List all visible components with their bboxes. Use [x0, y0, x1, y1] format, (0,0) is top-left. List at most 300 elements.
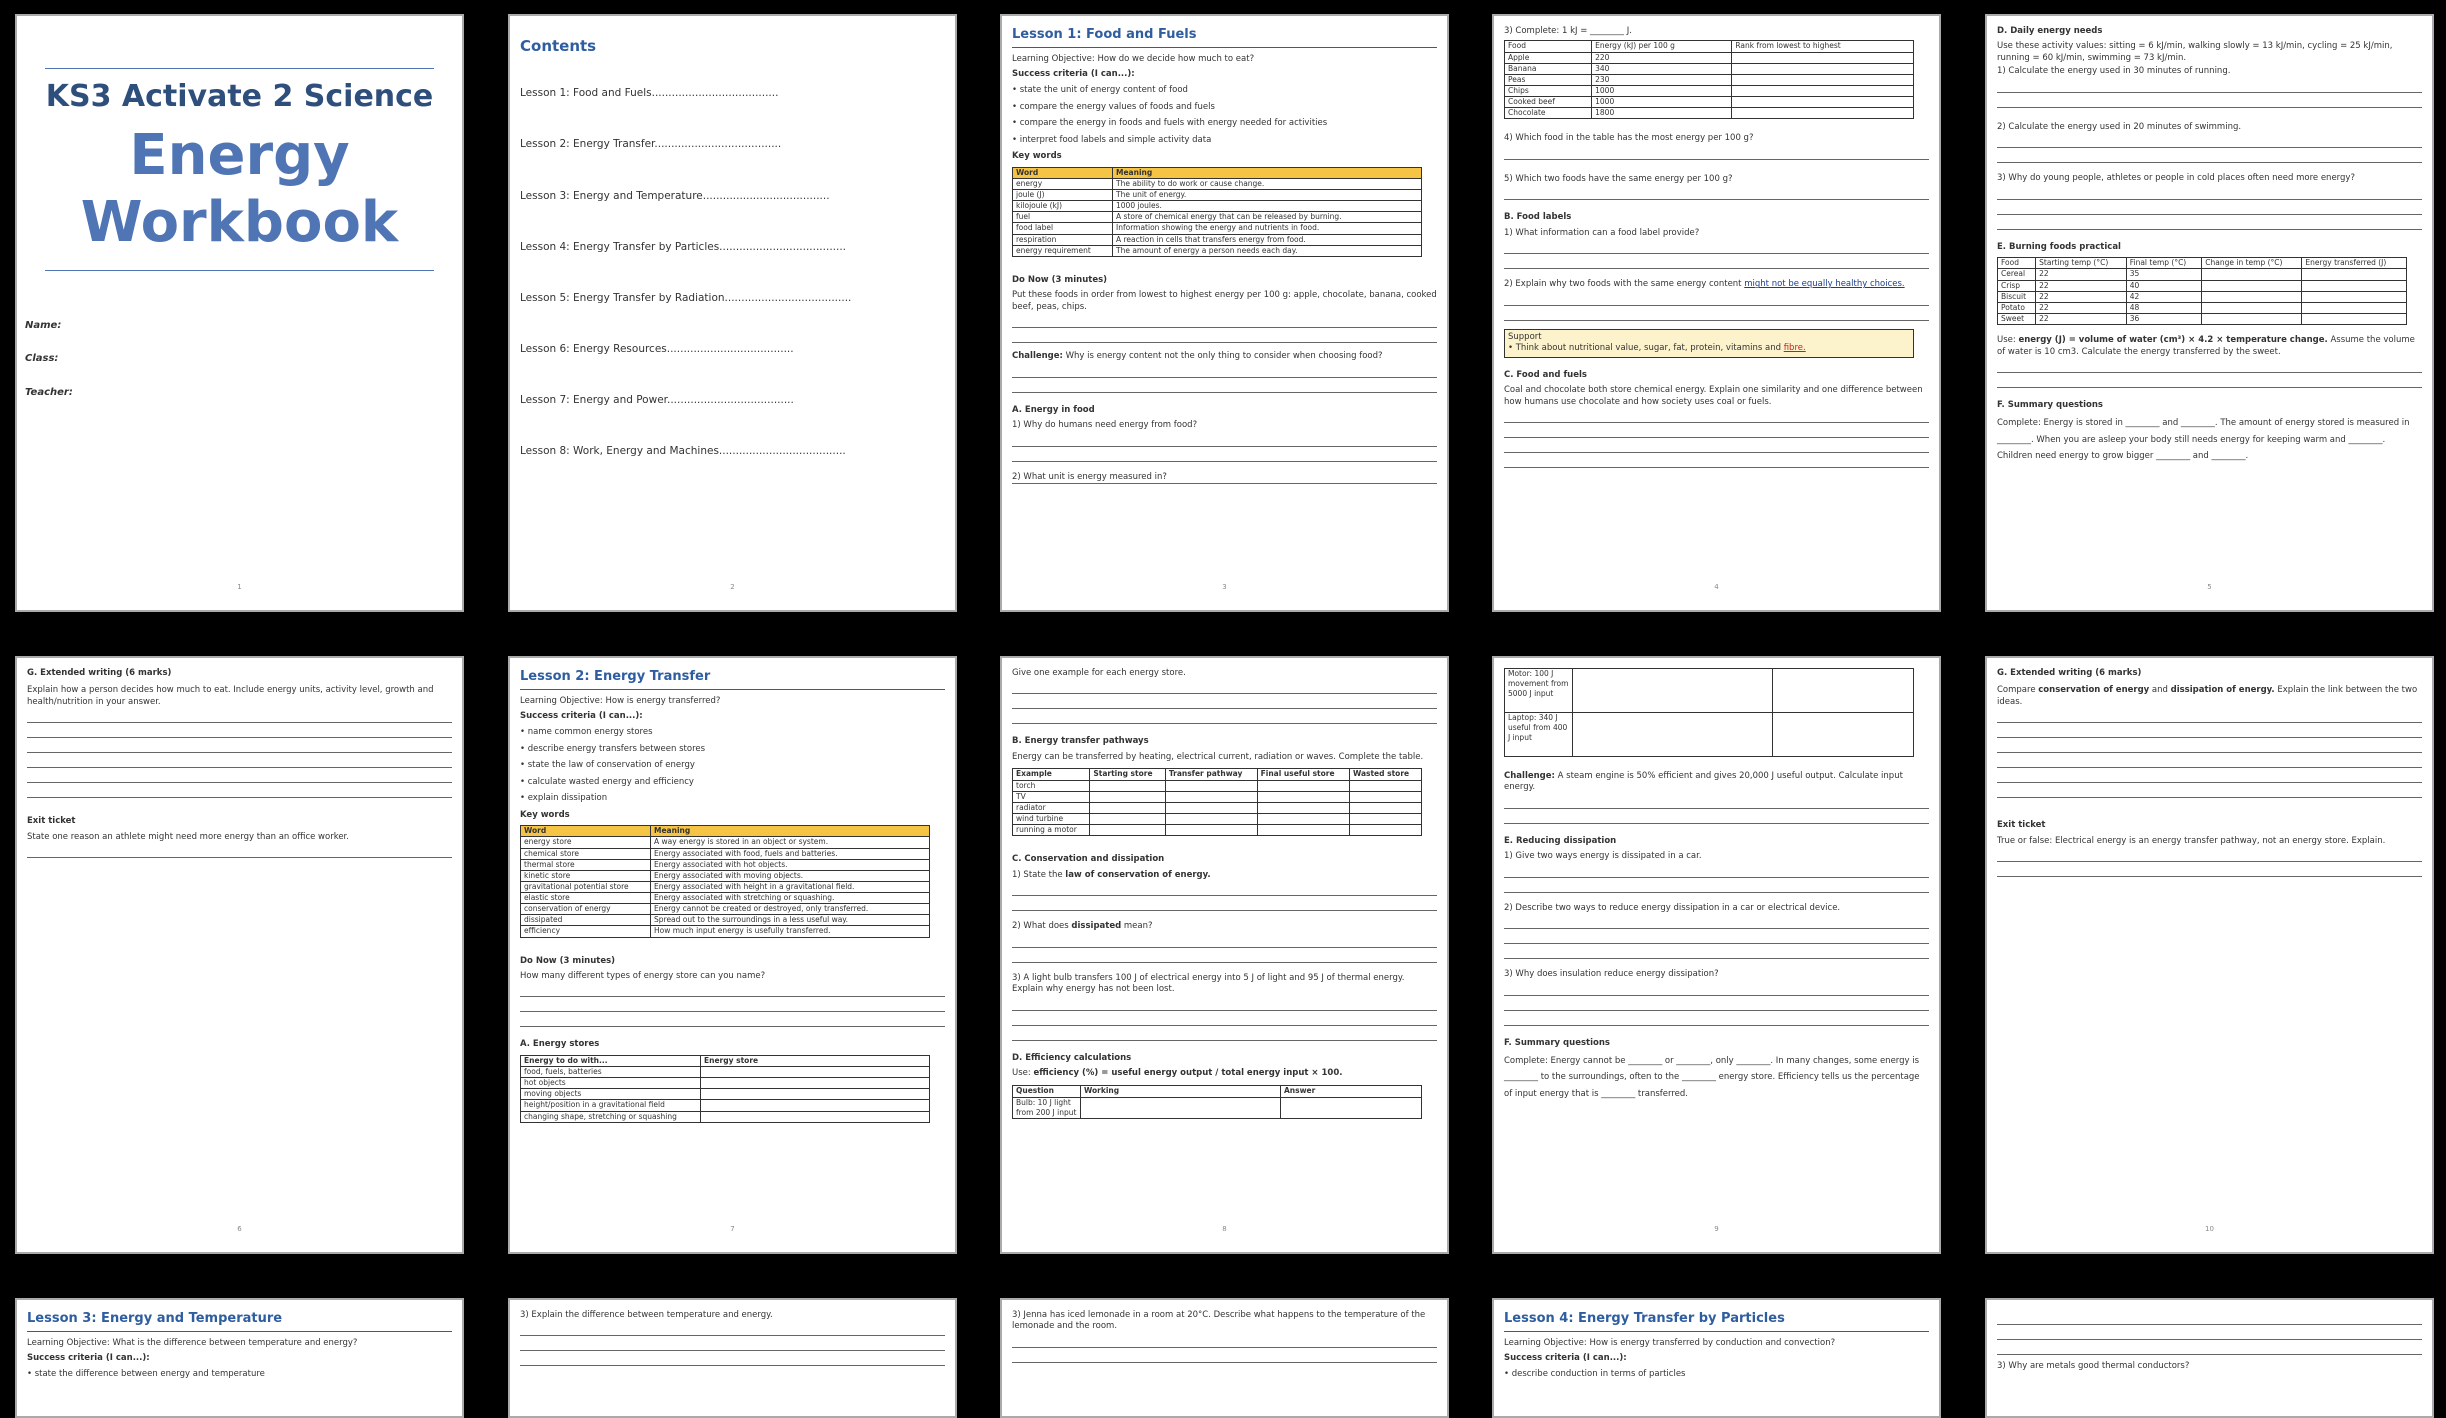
challenge-label: Challenge:: [1504, 771, 1555, 781]
question: 4) Which food in the table has the most energy per 100 g?: [1504, 133, 1754, 144]
answer-cell[interactable]: [1732, 108, 1914, 119]
answer-cell[interactable]: [1732, 63, 1914, 74]
page-lesson1-activity: [1985, 14, 2434, 612]
cell: Potato: [1998, 302, 2036, 313]
answer-line[interactable]: [1012, 378, 1437, 393]
answer-cell[interactable]: [701, 1089, 930, 1100]
section-b-heading: B. Food labels: [1504, 212, 1572, 223]
page-number: 10: [2205, 1224, 2214, 1233]
cell: Chips: [1505, 85, 1592, 96]
criteria-bullet: • calculate wasted energy and efficiency: [520, 776, 694, 787]
kw-meaning: Information showing the energy and nutrients in food.: [1113, 223, 1422, 234]
page-lesson3-questions-2: [1000, 1298, 1449, 1418]
kw-word: conservation of energy: [521, 904, 651, 915]
criteria-bullet: • state the difference between energy and temperature: [27, 1369, 265, 1380]
answer-cell[interactable]: [1349, 802, 1421, 813]
question: 2) What does: [1012, 921, 1069, 932]
table-row: [1998, 313, 2407, 324]
cell: hot objects: [521, 1078, 701, 1089]
answer-line[interactable]: [1504, 438, 1929, 453]
table-row: [521, 881, 930, 892]
contents-title: Contents: [520, 37, 597, 55]
cell: Biscuit: [1998, 291, 2036, 302]
col-final-temp: Final temp (°C): [2126, 258, 2202, 269]
cell: 40: [2126, 280, 2202, 291]
answer-cell[interactable]: [1573, 669, 1773, 713]
question: 2) Calculate the energy used in 20 minutes of swimming.: [1997, 121, 2242, 132]
kw-meaning: Energy associated with stretching or squashing.: [651, 893, 930, 904]
support-title: Support: [1508, 331, 1542, 342]
answer-line[interactable]: [1504, 185, 1929, 200]
answer-line[interactable]: [520, 997, 945, 1012]
kw-meaning: A store of chemical energy that can be released by burning.: [1113, 212, 1422, 223]
col-food: Food: [1505, 41, 1592, 52]
kw-word: food label: [1013, 223, 1113, 234]
answer-cell[interactable]: [1773, 669, 1914, 713]
answer-cell[interactable]: [1349, 813, 1421, 824]
answer-line[interactable]: [1012, 313, 1437, 328]
instruction: Assume the volume of water is 10 cm3. Calculate the energy transferred by the sweet.: [1997, 335, 2415, 357]
transfer-pathways-table: [1012, 768, 1422, 836]
table-row: [1998, 280, 2407, 291]
page-lesson2-intro: [508, 656, 957, 1254]
section-d-heading: D. Daily energy needs: [1997, 26, 2103, 36]
answer-line[interactable]: [1504, 239, 1929, 254]
answer-cell[interactable]: [2202, 313, 2302, 324]
answer-line[interactable]: [520, 982, 945, 997]
answer-line[interactable]: [1504, 944, 1929, 959]
table-row: [1013, 791, 1422, 802]
cell: Laptop: 340 J useful from 400 J input: [1505, 713, 1573, 757]
kw-meaning: A reaction in cells that transfers energy from food.: [1113, 234, 1422, 245]
criteria-bullet: • state the law of conservation of energy: [520, 760, 695, 771]
table-row: [521, 915, 930, 926]
answer-line[interactable]: [1997, 753, 2422, 768]
instruction: Use these activity values: sitting = 6 kJ/min, walking slowly = 13 kJ/min, cycling = 25 kJ/min, running = 60 kJ/min, swimming = 73 kJ/min.: [1997, 41, 2393, 63]
answer-line[interactable]: [1504, 306, 1929, 321]
contents-item[interactable]: Lesson 8: Work, Energy and Machines......................................: [520, 445, 846, 458]
cell: Chocolate: [1505, 108, 1592, 119]
answer-cell[interactable]: [1257, 802, 1349, 813]
answer-cell[interactable]: [2302, 313, 2407, 324]
col-energy-to-do-with: Energy to do with...: [521, 1055, 701, 1066]
answer-cell[interactable]: [1165, 825, 1257, 836]
do-now-heading: Do Now (3 minutes): [520, 955, 616, 966]
answer-cell[interactable]: [1257, 813, 1349, 824]
question: True or false: Electrical energy is an energy transfer pathway, not an energy store. Explain.: [1997, 835, 2386, 846]
question: 3) Jenna has iced lemonade in a room at 20°C. Describe what happens to the temperature of the lemonade and the room.: [1012, 1310, 1426, 1332]
answer-line[interactable]: [1504, 914, 1929, 929]
contents-item[interactable]: Lesson 6: Energy Resources......................................: [520, 343, 794, 356]
answer-line[interactable]: [1997, 1310, 2422, 1325]
answer-cell[interactable]: [1732, 85, 1914, 96]
answer-line[interactable]: [27, 738, 452, 753]
table-row: [521, 904, 930, 915]
answer-cell[interactable]: [2202, 280, 2302, 291]
answer-cell[interactable]: [1257, 780, 1349, 791]
answer-line[interactable]: [1012, 948, 1437, 963]
cell: changing shape, stretching or squashing: [521, 1111, 701, 1122]
page-lesson1-extended: [15, 656, 464, 1254]
formula: energy (J) = volume of water (cm³) × 4.2 × temperature change.: [2018, 335, 2328, 346]
answer-line[interactable]: [1997, 768, 2422, 783]
question-keyword: law of conservation of energy.: [1065, 869, 1211, 880]
contents-item[interactable]: Lesson 7: Energy and Power......................................: [520, 394, 794, 407]
do-now-question: Put these foods in order from lowest to highest energy per 100 g: apple, chocolate, banana, cooked beef, peas, chips.: [1012, 290, 1437, 312]
kw-word: dissipated: [521, 915, 651, 926]
lesson-title: Lesson 2: Energy Transfer: [520, 668, 945, 690]
question: 1) Calculate the energy used in 30 minutes of running.: [1997, 66, 2231, 77]
answer-line[interactable]: [1012, 1333, 1437, 1348]
page-lesson3-intro: [15, 1298, 464, 1418]
answer-cell[interactable]: [1573, 713, 1773, 757]
page-number: 1: [237, 582, 242, 591]
answer-line[interactable]: [1012, 1026, 1437, 1041]
table-row: [1013, 178, 1422, 189]
page-lesson2-extended: [1985, 656, 2434, 1254]
summary-cloze[interactable]: Complete: Energy cannot be ________ or ________, only ________. In many changes, some energy is ________ to the surroundings, often to the ________ energy store. Efficiency tells us the percentage of input energy that is ________ transferred.: [1504, 1056, 1920, 1099]
answer-line[interactable]: [1504, 996, 1929, 1011]
cell: 48: [2126, 302, 2202, 313]
page-lesson1-foods: [1492, 14, 1941, 612]
kw-col-meaning: Meaning: [651, 826, 930, 837]
question: and: [2151, 685, 2168, 696]
answer-line[interactable]: [1997, 78, 2422, 93]
answer-cell[interactable]: [1165, 780, 1257, 791]
answer-cell[interactable]: [1090, 825, 1166, 836]
section-f-heading: F. Summary questions: [1997, 399, 2103, 410]
exit-ticket-heading: Exit ticket: [27, 816, 76, 827]
answer-line[interactable]: [1997, 1340, 2422, 1355]
answer-cell[interactable]: [2202, 302, 2302, 313]
criteria-bullet: • describe conduction in terms of particles: [1504, 1369, 1686, 1380]
answer-cell[interactable]: [1349, 791, 1421, 802]
cell: 220: [1592, 52, 1732, 63]
cell: 22: [2036, 291, 2127, 302]
table-row: [1013, 813, 1422, 824]
col-answer: Answer: [1281, 1086, 1422, 1097]
answer-line[interactable]: [1504, 809, 1929, 824]
question: 3) Why are metals good thermal conductors?: [1997, 1361, 2190, 1371]
cell: TV: [1013, 791, 1090, 802]
cell: 22: [2036, 313, 2127, 324]
page-lesson4-questions: [1985, 1298, 2434, 1418]
answer-cell[interactable]: [2302, 291, 2407, 302]
summary-cloze[interactable]: Complete: Energy is stored in ________ and ________. The amount of energy stored is measured in ________. When you are asleep your body still needs energy for keeping warm and ________. Children need energy to grow bigger ________ and ________.: [1997, 418, 2410, 461]
table-row: [521, 859, 930, 870]
exit-ticket-heading: Exit ticket: [1997, 820, 2046, 831]
question: 5) Which two foods have the same energy per 100 g?: [1504, 173, 1733, 184]
answer-line[interactable]: [1504, 145, 1929, 160]
answer-cell[interactable]: [2202, 291, 2302, 302]
cell: food, fuels, batteries: [521, 1067, 701, 1078]
contents-item[interactable]: Lesson 4: Energy Transfer by Particles......................................: [520, 240, 847, 253]
answer-line[interactable]: [1997, 215, 2422, 230]
answer-line[interactable]: [1012, 679, 1437, 694]
table-row: [1998, 302, 2407, 313]
learning-objective: Learning Objective: What is the difference between temperature and energy?: [27, 1337, 358, 1348]
answer-cell[interactable]: [2202, 269, 2302, 280]
cell: 1000: [1592, 97, 1732, 108]
answer-line[interactable]: [1504, 878, 1929, 893]
kw-meaning: The unit of energy.: [1113, 190, 1422, 201]
kw-word: fuel: [1013, 212, 1113, 223]
answer-cell[interactable]: [701, 1078, 930, 1089]
answer-line[interactable]: [27, 753, 452, 768]
answer-cell[interactable]: [1081, 1097, 1281, 1118]
answer-cell[interactable]: [1257, 825, 1349, 836]
cell: Cereal: [1998, 269, 2036, 280]
energy-stores-table: [520, 1055, 930, 1123]
answer-line[interactable]: [1997, 708, 2422, 723]
cell: Cooked beef: [1505, 97, 1592, 108]
question: mean?: [1123, 921, 1153, 932]
question-keyword: dissipated: [1071, 921, 1122, 932]
table-row: [1505, 85, 1914, 96]
table-row: [521, 1089, 930, 1100]
answer-line[interactable]: [1012, 432, 1437, 447]
cell: radiator: [1013, 802, 1090, 813]
answer-line[interactable]: [1997, 133, 2422, 148]
contents-item[interactable]: Lesson 1: Food and Fuels......................................: [520, 87, 779, 100]
answer-cell[interactable]: [1165, 791, 1257, 802]
answer-cell[interactable]: [1773, 713, 1914, 757]
answer-line[interactable]: [520, 1351, 945, 1366]
question: 3) Why does insulation reduce energy dissipation?: [1504, 969, 1719, 980]
page-contents: [508, 14, 957, 612]
kw-word: joule (J): [1013, 190, 1113, 201]
kw-word: kinetic store: [521, 870, 651, 881]
answer-cell[interactable]: [1281, 1097, 1422, 1118]
answer-line[interactable]: [1012, 933, 1437, 948]
question: 2) Describe two ways to reduce energy dissipation in a car or electrical device.: [1504, 902, 1841, 913]
col-change: Change in temp (°C): [2202, 258, 2302, 269]
col-energy-store: Energy store: [701, 1055, 930, 1066]
support-box: [1504, 329, 1914, 358]
criteria-bullet: • describe energy transfers between stores: [520, 743, 706, 754]
contents-item[interactable]: Lesson 3: Energy and Temperature......................................: [520, 189, 830, 202]
question[interactable]: 2) What unit is energy measured in?: [1012, 472, 1437, 484]
page-lesson4-intro: [1492, 1298, 1941, 1418]
key-words-table: [520, 825, 930, 937]
kw-word: energy store: [521, 837, 651, 848]
section-e-heading: E. Burning foods practical: [1997, 241, 2121, 252]
table-row: [1013, 234, 1422, 245]
answer-line[interactable]: [1504, 254, 1929, 269]
kw-meaning: 1000 joules.: [1113, 201, 1422, 212]
answer-cell[interactable]: [1090, 791, 1166, 802]
cover-name-label: Name:: [25, 319, 62, 331]
contents-item[interactable]: Lesson 2: Energy Transfer......................................: [520, 138, 782, 151]
table-row: [1013, 802, 1422, 813]
criteria-bullet: • interpret food labels and simple activity data: [1012, 134, 1212, 145]
answer-line[interactable]: [1012, 447, 1437, 462]
answer-line[interactable]: [1504, 981, 1929, 996]
formula: efficiency (%) = useful energy output / total energy input × 100.: [1033, 1067, 1343, 1078]
answer-cell[interactable]: [1165, 813, 1257, 824]
kw-meaning: The amount of energy a person needs each day.: [1113, 245, 1422, 256]
question: 3) Why do young people, athletes or people in cold places often need more energy?: [1997, 173, 2355, 184]
answer-line[interactable]: [27, 708, 452, 723]
col-final-store: Final useful store: [1257, 769, 1349, 780]
answer-line[interactable]: [1997, 200, 2422, 215]
success-criteria-heading: Success criteria (I can...):: [520, 711, 643, 722]
table-row: [1013, 1097, 1422, 1118]
answer-line[interactable]: [1504, 794, 1929, 809]
kw-word: gravitational potential store: [521, 881, 651, 892]
answer-line[interactable]: [1504, 408, 1929, 423]
cover-rule-bottom: [45, 270, 434, 271]
kw-meaning: Energy associated with moving objects.: [651, 870, 930, 881]
answer-line[interactable]: [1012, 896, 1437, 911]
cell: 340: [1592, 63, 1732, 74]
kw-word: respiration: [1013, 234, 1113, 245]
table-row: [1013, 780, 1422, 791]
answer-cell[interactable]: [2302, 280, 2407, 291]
answer-line[interactable]: [1504, 929, 1929, 944]
answer-cell[interactable]: [1090, 813, 1166, 824]
answer-line[interactable]: [1997, 93, 2422, 108]
answer-line[interactable]: [1504, 291, 1929, 306]
table-row: [521, 1078, 930, 1089]
answer-line[interactable]: [1504, 423, 1929, 438]
cell: 35: [2126, 269, 2202, 280]
table-row: [521, 1067, 930, 1078]
answer-line[interactable]: [1504, 863, 1929, 878]
kw-meaning: Energy associated with height in a gravitational field.: [651, 881, 930, 892]
table-row: [1013, 201, 1422, 212]
answer-line[interactable]: [1012, 694, 1437, 709]
key-words-table: [1012, 167, 1422, 257]
answer-line[interactable]: [1997, 1325, 2422, 1340]
col-rank: Rank from lowest to highest: [1732, 41, 1914, 52]
cell: 36: [2126, 313, 2202, 324]
kw-word: chemical store: [521, 848, 651, 859]
answer-cell[interactable]: [1165, 802, 1257, 813]
cover-teacher-label: Teacher:: [25, 386, 73, 398]
cell: Bulb: 10 J light from 200 J input: [1013, 1097, 1081, 1118]
question: State one reason an athlete might need more energy than an office worker.: [27, 831, 349, 842]
answer-line[interactable]: [1504, 453, 1929, 468]
table-row: [1505, 713, 1914, 757]
answer-cell[interactable]: [1090, 780, 1166, 791]
col-start-temp: Starting temp (°C): [2036, 258, 2127, 269]
table-row: [1013, 212, 1422, 223]
page-lesson2-dissipation: [1492, 656, 1941, 1254]
answer-line[interactable]: [520, 1321, 945, 1336]
answer-line[interactable]: [1012, 709, 1437, 724]
question-keyword: dissipation of energy.: [2170, 685, 2275, 696]
question: 1) Give two ways energy is dissipated in a car.: [1504, 851, 1702, 862]
answer-cell[interactable]: [1349, 780, 1421, 791]
support-highlight: fibre.: [1783, 343, 1806, 354]
cell: wind turbine: [1013, 813, 1090, 824]
answer-line[interactable]: [1997, 373, 2422, 388]
answer-line[interactable]: [1504, 1011, 1929, 1026]
col-question: Question: [1013, 1086, 1081, 1097]
answer-cell[interactable]: [1349, 825, 1421, 836]
question: Explain how a person decides how much to eat. Include energy units, activity level, growth and health/nutrition in your answer.: [27, 685, 434, 707]
answer-line[interactable]: [520, 1336, 945, 1351]
contents-item[interactable]: Lesson 5: Energy Transfer by Radiation......................................: [520, 291, 852, 304]
answer-line[interactable]: [1997, 738, 2422, 753]
lesson-title: Lesson 1: Food and Fuels: [1012, 26, 1437, 48]
kw-meaning: Energy associated with hot objects.: [651, 859, 930, 870]
col-wasted-store: Wasted store: [1349, 769, 1421, 780]
answer-line[interactable]: [1012, 996, 1437, 1011]
cell: Crisp: [1998, 280, 2036, 291]
kw-col-word: Word: [1013, 167, 1113, 178]
support-text: • Think about nutritional value, sugar, fat, protein, vitamins and: [1508, 343, 1781, 354]
answer-line[interactable]: [1997, 723, 2422, 738]
col-energy: Energy (kJ) per 100 g: [1592, 41, 1732, 52]
answer-cell[interactable]: [1732, 52, 1914, 63]
answer-cell[interactable]: [1732, 74, 1914, 85]
col-energy: Energy transferred (J): [2302, 258, 2407, 269]
answer-line[interactable]: [1012, 363, 1437, 378]
answer-line[interactable]: [1997, 783, 2422, 798]
section-d-heading: D. Efficiency calculations: [1012, 1052, 1132, 1063]
kw-meaning: Spread out to the surroundings in a less useful way.: [651, 915, 930, 926]
section-b-heading: B. Energy transfer pathways: [1012, 736, 1149, 747]
challenge-question: Why is energy content not the only thing to consider when choosing food?: [1065, 351, 1383, 362]
kw-col-meaning: Meaning: [1113, 167, 1422, 178]
answer-cell[interactable]: [701, 1100, 930, 1111]
question: Compare: [1997, 685, 2036, 696]
page-number: 7: [730, 1224, 735, 1233]
answer-line[interactable]: [1997, 358, 2422, 373]
answer-line[interactable]: [1012, 881, 1437, 896]
use-label: Use:: [1997, 335, 2016, 346]
answer-cell[interactable]: [701, 1067, 930, 1078]
answer-line[interactable]: [27, 768, 452, 783]
col-transfer-pathway: Transfer pathway: [1165, 769, 1257, 780]
food-energy-table: [1504, 40, 1914, 119]
page-lesson2-transfers: [1000, 656, 1449, 1254]
answer-line[interactable]: [27, 723, 452, 738]
answer-line[interactable]: [520, 1012, 945, 1027]
answer-cell[interactable]: [2302, 269, 2407, 280]
question: 3) A light bulb transfers 100 J of electrical energy into 5 J of light and 95 J of thermal energy. Explain why energy has not been lost.: [1012, 972, 1405, 995]
answer-line[interactable]: [1997, 862, 2422, 877]
answer-line[interactable]: [1012, 328, 1437, 343]
answer-cell[interactable]: [1257, 791, 1349, 802]
instruction: Give one example for each energy store.: [1012, 668, 1186, 678]
answer-cell[interactable]: [1090, 802, 1166, 813]
kw-word: thermal store: [521, 859, 651, 870]
answer-line[interactable]: [1012, 1011, 1437, 1026]
answer-cell[interactable]: [701, 1111, 930, 1122]
challenge-label: Challenge:: [1012, 351, 1063, 362]
kw-word: elastic store: [521, 893, 651, 904]
kw-word: kilojoule (kJ): [1013, 201, 1113, 212]
answer-cell[interactable]: [2302, 302, 2407, 313]
answer-line[interactable]: [1997, 185, 2422, 200]
table-row: [1998, 269, 2407, 280]
answer-line[interactable]: [1997, 847, 2422, 862]
answer-line[interactable]: [1997, 148, 2422, 163]
challenge-question: A steam engine is 50% efficient and gives 20,000 J useful output. Calculate input energy.: [1504, 771, 1903, 793]
criteria-bullet: • state the unit of energy content of food: [1012, 85, 1188, 96]
success-criteria-heading: Success criteria (I can...):: [1504, 1353, 1627, 1364]
answer-line[interactable]: [1012, 1348, 1437, 1363]
answer-line[interactable]: [27, 843, 452, 858]
answer-line[interactable]: [27, 783, 452, 798]
question: 2) Explain why two foods with the same energy content: [1504, 279, 1742, 290]
answer-cell[interactable]: [1732, 97, 1914, 108]
page-number: 2: [730, 582, 735, 591]
table-row: [1505, 669, 1914, 713]
